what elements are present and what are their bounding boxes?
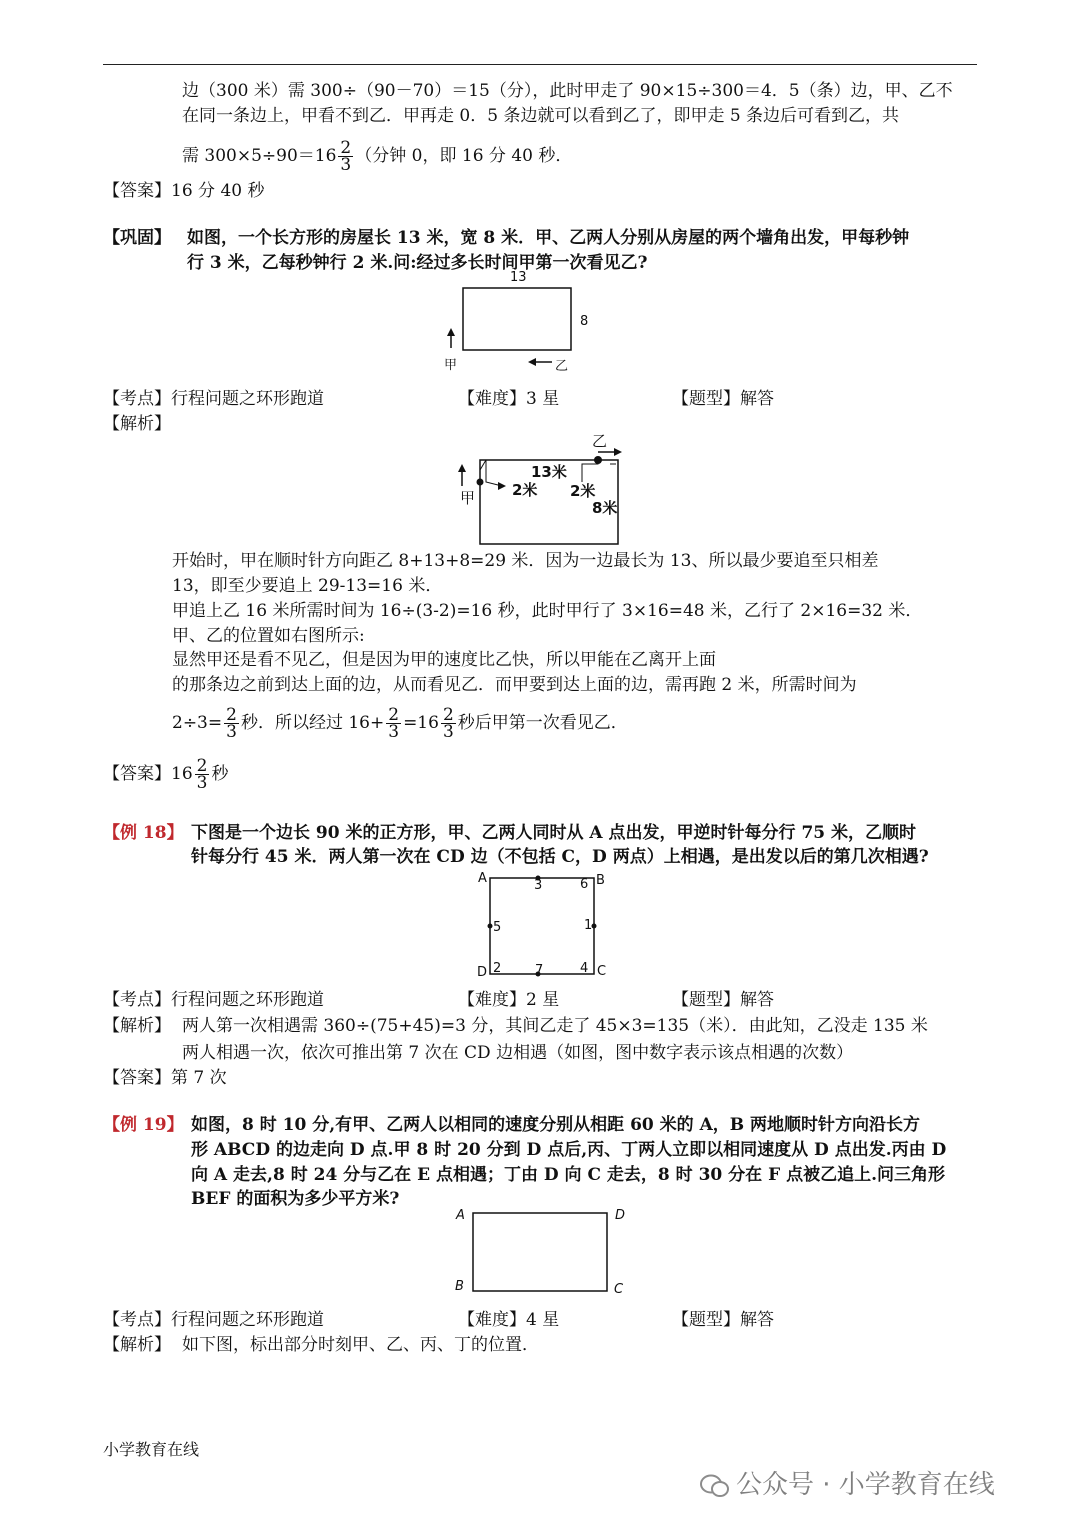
answer-line: 【答案】16 $\frac{2}{3}$ 秒 [103, 756, 229, 793]
figure-label: 乙 [592, 432, 608, 450]
nandu-line: 【难度】2 星 [458, 990, 560, 1010]
text-line: 的那条边之前到达上面的边，从而看见乙．而甲要到达上面的边，需再跑 2 米，所需时间为 [172, 675, 857, 695]
tixing-line: 【题型】解答 [672, 1310, 774, 1330]
text-line: 两人相遇一次，依次可推出第 7 次在 CD 边相遇（如图，图中数字表示该点相遇的次数） [182, 1043, 854, 1063]
text-line: 如下图，标出部分时刻甲、乙、丙、丁的位置． [182, 1335, 539, 1355]
kaodian-line: 【考点】行程问题之环形跑道 [103, 1310, 324, 1330]
question-line: 向 A 走去,8 时 24 分与乙在 E 点相遇；丁由 D 向 C 走去，8 时 30 分在 F 点被乙追上.问三角形 [191, 1165, 945, 1185]
kaodian-line: 【考点】行程问题之环形跑道 [103, 990, 324, 1010]
figure-label: 乙 [555, 359, 569, 374]
footer-text: 小学教育在线 [103, 1440, 200, 1459]
text-line: 在同一条边上，甲看不到乙．甲再走 0．5 条边就可以看到乙了，即甲走 5 条边后可看到乙，共 [182, 106, 900, 126]
figure-label: 甲 [460, 489, 476, 507]
vertex-label: A [478, 871, 487, 886]
figure-label: 2米 [570, 482, 596, 500]
question-line: 下图是一个边长 90 米的正方形，甲、乙两人同时从 A 点出发，甲逆时针每分行 75 米，乙顺时 [191, 823, 917, 843]
text-line: 边（300 米）需 300÷（90－70）＝15（分），此时甲走了 90×15÷300＝4．5（条）边，甲、乙不 [182, 81, 953, 101]
tixing-line: 【题型】解答 [672, 990, 774, 1010]
example-tag: 【例 18】 [103, 823, 184, 843]
example-tag: 【例 19】 [103, 1115, 184, 1135]
tixing-line: 【题型】解答 [672, 389, 774, 409]
text-line: 甲追上乙 16 米所需时间为 16÷(3-2)=16 秒，此时甲行了 3×16=48 米，乙行了 2×16=32 米． [172, 601, 923, 621]
vertex-label: D [477, 965, 488, 980]
meet-number: 4 [580, 961, 589, 976]
figure-label: 8米 [592, 499, 618, 517]
question-line: 如图，8 时 10 分,有甲、乙两人以相同的速度分别从相距 60 米的 A，B 两地顺时针方向沿长方 [191, 1115, 921, 1135]
fraction: $\frac{2}{3}$ [340, 138, 352, 175]
question-line: 形 ABCD 的边走向 D 点.甲 8 时 20 分到 D 点后,丙、丁两人立即以相同速度从 D 点出发.丙由 D [191, 1140, 947, 1160]
meet-number: 1 [584, 918, 593, 933]
meet-number: 5 [493, 920, 502, 935]
jiexi-tag: 【解析】 [103, 1335, 171, 1355]
jiexi-tag: 【解析】 [103, 1016, 171, 1036]
meet-number: 6 [580, 877, 589, 892]
question-line: 针每分行 45 米．两人第一次在 CD 边（不包括 C，D 两点）上相遇，是出发以后的第几次相遇? [191, 847, 929, 867]
text-line: 显然甲还是看不见乙，但是因为甲的速度比乙快，所以甲能在乙离开上面 [172, 650, 716, 670]
answer-line: 【答案】第 7 次 [103, 1068, 227, 1088]
figure-label: 13米 [531, 463, 567, 481]
figure-label: 8 [580, 314, 589, 329]
figure-label: 2米 [512, 481, 538, 499]
vertex-label: B [596, 873, 605, 888]
text-line: 13，即至少要追上 29-13=16 米． [172, 576, 443, 596]
text-line: 两人第一次相遇需 360÷(75+45)=3 分，其间乙走了 45×3=135（米）．由此知，乙没走 135 米 [182, 1016, 928, 1036]
meet-number: 3 [534, 878, 543, 893]
question-line: 行 3 米，乙每秒钟行 2 米.问:经过多长时间甲第一次看见乙? [187, 253, 648, 273]
jiexi-tag: 【解析】 [103, 414, 171, 434]
vertex-label: B [455, 1279, 464, 1294]
text-line: 需 300×5÷90＝16 $\frac{2}{3}$ （分钟 0，即 16 分 40 秒． [182, 138, 573, 175]
vertex-label: D [615, 1208, 626, 1223]
nandu-line: 【难度】3 星 [458, 389, 560, 409]
rectangle-abcd-figure [470, 1210, 610, 1292]
meet-number: 2 [493, 961, 502, 976]
watermark: 公众号 · 小学教育在线 [700, 1464, 995, 1501]
vertex-label: C [614, 1282, 624, 1297]
question-line: BEF 的面积为多少平方米? [191, 1189, 400, 1209]
kaodian-line: 【考点】行程问题之环形跑道 [103, 389, 324, 409]
rectangle-figure [440, 270, 600, 375]
wechat-icon [700, 1473, 730, 1499]
text-line: 2÷3= $\frac{2}{3}$ 秒．所以经过 16+ $\frac{2}{3}$ =16 $\frac{2}{3}$ 秒后甲第一次看见乙． [172, 705, 628, 742]
vertex-label: A [456, 1208, 465, 1223]
question-line: 如图，一个长方形的房屋长 13 米，宽 8 米．甲、乙两人分别从房屋的两个墙角出发，甲每秒钟 [187, 228, 910, 248]
nandu-line: 【难度】4 星 [458, 1310, 560, 1330]
figure-label: 甲 [444, 358, 458, 373]
answer-line: 【答案】16 分 40 秒 [103, 181, 265, 201]
meet-number: 7 [535, 963, 544, 978]
vertex-label: C [597, 964, 607, 979]
header-rule [103, 64, 977, 65]
text-line: 甲、乙的位置如右图所示: [172, 626, 365, 646]
figure-label: 13 [510, 270, 527, 285]
text-line: 开始时，甲在顺时针方向距乙 8+13+8=29 米．因为一边最长为 13、所以最少要追至只相差 [172, 551, 879, 571]
section-tag: 【巩固】 [103, 228, 171, 248]
